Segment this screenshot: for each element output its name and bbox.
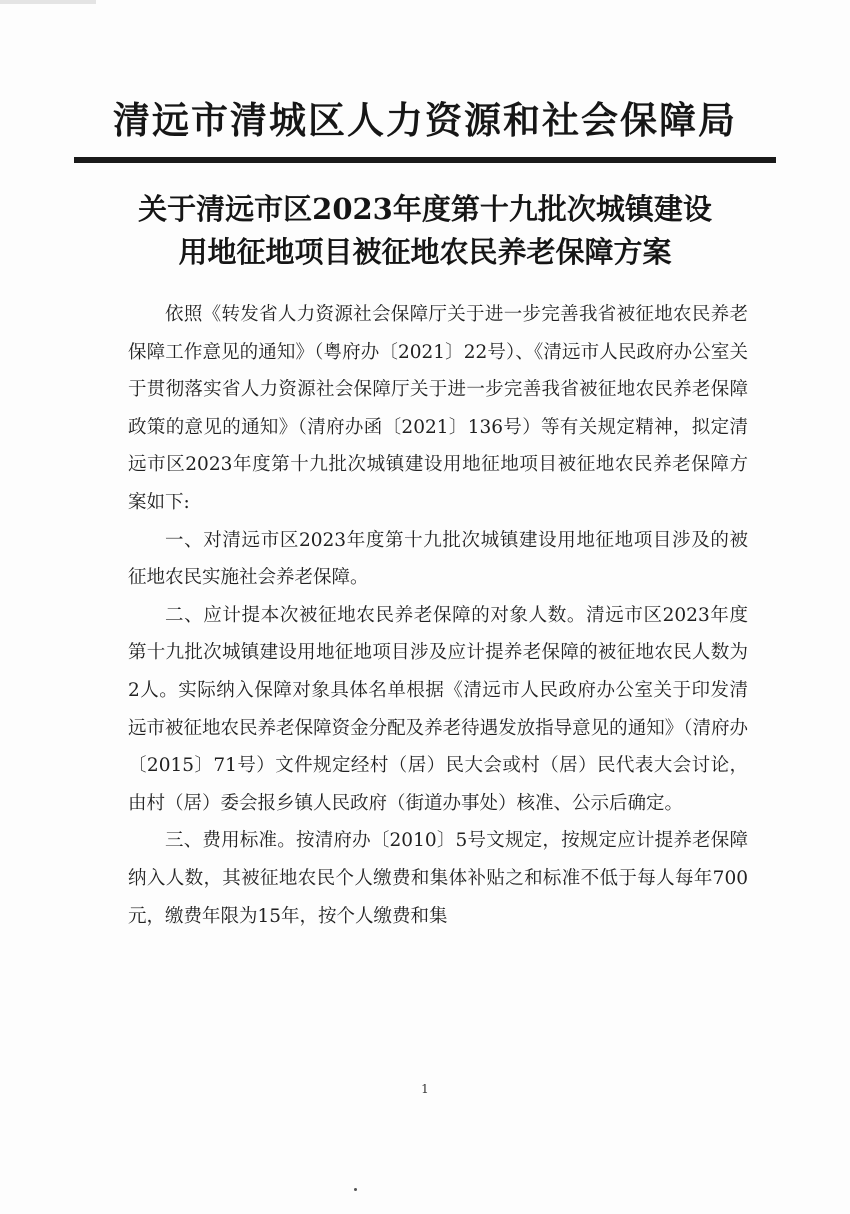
document-body [128, 296, 748, 935]
paragraph-intro: 依照《转发省人力资源社会保障厅关于进一步完善我省被征地农民养老保障工作意见的通知》（粤府办〔2021〕22号）、《清远市人民政府办公室关于贯彻落实省人力资源社会保障厅关于进一步完善我省被征地农民养老保障政策的意见的通知》（清府办函〔2021〕136号）等有关规定精神，拟定清远市区2023年度第十九批次城镇建设用地征地项目被征地农民养老保障方案如下: [128, 304, 748, 513]
scan-dot [354, 1188, 357, 1191]
paragraph-item-3: 三、费用标准。按清府办〔2010〕5号文规定，按规定应计提养老保障纳入人数，其被征地农民个人缴费和集体补贴之和标准不低于每人每年700元，缴费年限为15年，按个人缴费和集 [128, 830, 748, 927]
paragraph-item-1: 一、对清远市区2023年度第十九批次城镇建设用地征地项目涉及的被征地农民实施社会养老保障。 [128, 529, 748, 589]
agency-header: 清远市清城区人力资源和社会保障局 [113, 98, 737, 142]
scan-edge-mark [0, 0, 96, 4]
header-divider [74, 157, 776, 163]
document-title-line-1: 关于清远市区2023年度第十九批次城镇建设 [138, 192, 712, 226]
page-number: 1 [421, 1082, 429, 1096]
paragraph-item-2: 二、应计提本次被征地农民养老保障的对象人数。清远市区2023年度第十九批次城镇建设用地征地项目涉及应计提养老保障的被征地农民人数为2人。实际纳入保障对象具体名单根据《清远市人民政府办公室关于印发清远市被征地农民养老保障资金分配及养老待遇发放指导意见的通知》（清府办〔2015〕71号）文件规定经村（居）民大会或村（居）民代表大会讨论，由村（居）委会报乡镇人民政府（街道办事处）核准、公示后确定。 [128, 604, 748, 814]
document-title-line-2: 用地征地项目被征地农民养老保障方案 [178, 235, 672, 269]
